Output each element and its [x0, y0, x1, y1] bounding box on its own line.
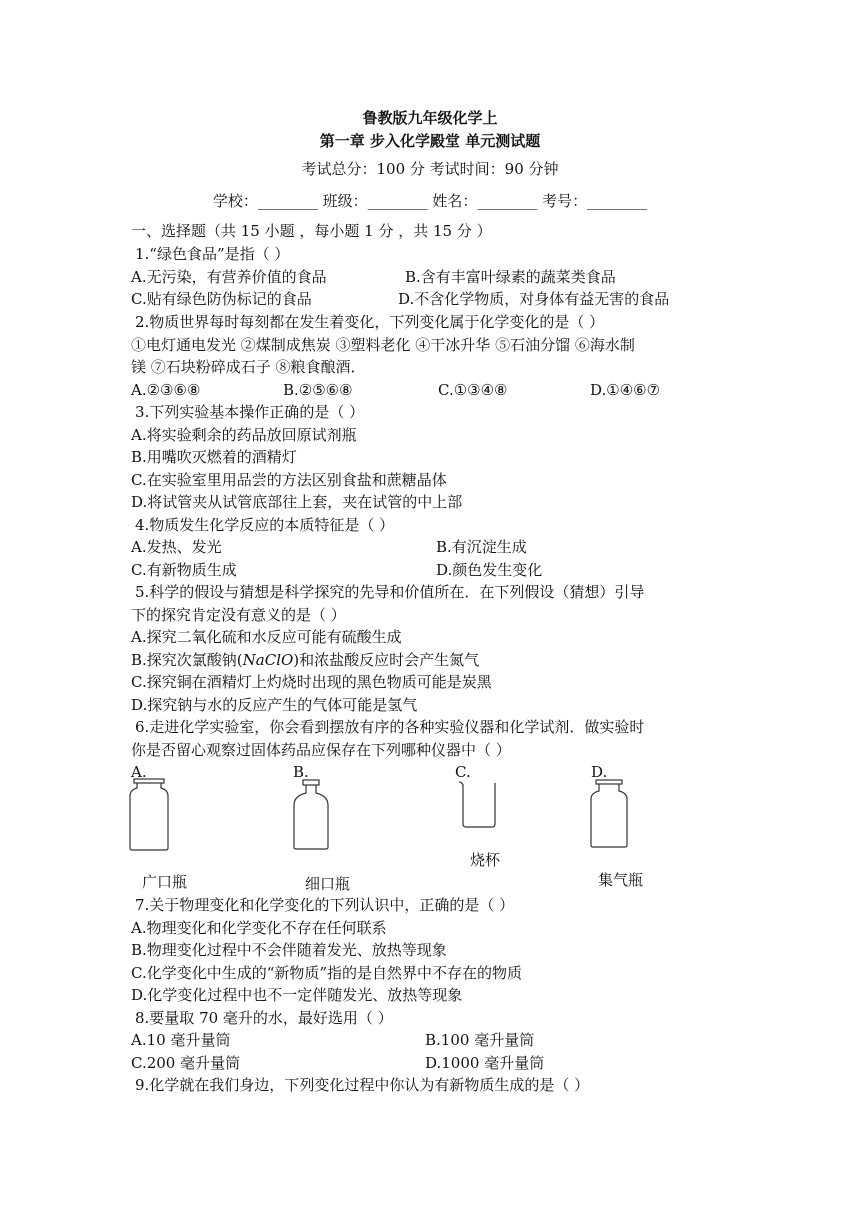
q2-option-b: B.②⑤⑥⑧ — [283, 381, 353, 399]
q8-stem: 8.要量取 70 毫升的水，最好选用（ ） — [135, 1009, 393, 1027]
q2-items-line1: ①电灯通电发光 ②煤制成焦炭 ③塑料老化 ④干冰升华 ⑤石油分馏 ⑥海水制 — [131, 336, 635, 354]
q8-option-b: B.100 毫升量筒 — [425, 1031, 535, 1049]
q1-option-d: D.不含化学物质，对身体有益无害的食品 — [398, 290, 670, 308]
q3-stem: 3.下列实验基本操作正确的是（ ） — [135, 403, 365, 421]
q1-stem: 1.“绿色食品”是指（ ） — [135, 245, 290, 263]
q1-option-a: A.无污染，有营养价值的食品 — [131, 268, 327, 286]
q3-option-c: C.在实验室里用品尝的方法区别食盐和蔗糖晶体 — [131, 471, 447, 489]
gas-collecting-bottle-icon — [588, 779, 630, 849]
doc-title: 鲁教版九年级化学上 — [362, 109, 498, 127]
wide-mouth-bottle-label: 广口瓶 — [142, 873, 188, 891]
q5-option-c: C.探究铜在酒精灯上灼烧时出现的黑色物质可能是炭黑 — [131, 673, 492, 691]
q4-option-c: C.有新物质生成 — [131, 561, 237, 579]
q5-stem-line1: 5.科学的假设与猜想是科学探究的先导和价值所在．在下列假设（猜想）引导 — [135, 583, 645, 601]
q9-stem: 9.化学就在我们身边，下列变化过程中你认为有新物质生成的是（ ） — [135, 1076, 590, 1094]
exam-info: 考试总分：100 分 考试时间：90 分钟 — [301, 160, 559, 178]
q4-stem: 4.物质发生化学反应的本质特征是（ ） — [135, 516, 395, 534]
q1-option-b: B.含有丰富叶绿素的蔬菜类食品 — [405, 268, 616, 286]
q2-option-a: A.②③⑥⑧ — [131, 381, 201, 399]
q5-option-b-pre: B.探究次氯酸钠( — [131, 651, 243, 669]
doc-subtitle: 第一章 步入化学殿堂 单元测试题 — [319, 132, 541, 150]
narrow-mouth-bottle-icon — [291, 779, 331, 851]
q2-stem: 2.物质世界每时每刻都在发生着变化，下列变化属于化学变化的是（ ） — [135, 313, 605, 331]
q5-option-d: D.探究钠与水的反应产生的气体可能是氢气 — [131, 696, 418, 714]
q6-stem-line2: 你是否留心观察过固体药品应保存在下列哪种仪器中（ ） — [131, 741, 511, 759]
q7-option-c: C.化学变化中生成的“新物质”指的是自然界中不存在的物质 — [131, 964, 523, 982]
q2-option-d: D.①④⑥⑦ — [590, 381, 661, 399]
q2-items-line2: 镁 ⑦石块粉碎成石子 ⑧粮食酿酒． — [131, 358, 366, 376]
q4-option-d: D.颜色发生变化 — [436, 561, 543, 579]
student-info: 学校：________ 班级：________ 姓名：________ 考号：________ — [212, 192, 648, 210]
q7-option-b: B.物理变化过程中不会伴随着发光、放热等现象 — [131, 941, 447, 959]
q7-option-d: D.化学变化过程中也不一定伴随发光、放热等现象 — [131, 986, 463, 1004]
q3-option-d: D.将试管夹从试管底部往上套，夹在试管的中上部 — [131, 493, 463, 511]
q6-option-d: D. — [591, 763, 608, 781]
beaker-label: 烧杯 — [470, 851, 501, 869]
q4-option-a: A.发热、发光 — [131, 538, 222, 556]
q6-option-b: B. — [293, 763, 309, 781]
q3-option-b: B.用嘴吹灭燃着的酒精灯 — [131, 448, 297, 466]
q8-option-d: D.1000 毫升量筒 — [425, 1054, 545, 1072]
formula-naclo: NaClO — [242, 651, 294, 669]
q2-option-c: C.①③④⑧ — [438, 381, 508, 399]
gas-bottle-label: 集气瓶 — [598, 871, 644, 889]
q7-option-a: A.物理变化和化学变化不存在任何联系 — [131, 919, 387, 937]
q5-option-b — [131, 649, 479, 671]
section-heading: 一、选择题（共 15 小题 ，每小题 1 分 ，共 15 分 ） — [131, 222, 492, 240]
q6-option-c: C. — [455, 763, 471, 781]
q6-option-a: A. — [131, 763, 147, 781]
narrow-mouth-bottle-label: 细口瓶 — [305, 875, 351, 893]
q5-option-b-post: )和浓盐酸反应时会产生氮气 — [293, 651, 480, 669]
q6-stem-line1: 6.走进化学实验室，你会看到摆放有序的各种实验仪器和化学试剂．做实验时 — [135, 718, 645, 736]
q5-option-a: A.探究二氧化硫和水反应可能有硫酸生成 — [131, 628, 402, 646]
q7-stem: 7.关于物理变化和化学变化的下列认识中，正确的是（ ） — [135, 896, 515, 914]
q4-option-b: B.有沉淀生成 — [436, 538, 527, 556]
wide-mouth-bottle-icon — [128, 778, 170, 852]
q3-option-a: A.将实验剩余的药品放回原试剂瓶 — [131, 426, 357, 444]
q1-option-c: C.贴有绿色防伪标记的食品 — [131, 290, 312, 308]
q8-option-a: A.10 毫升量筒 — [131, 1031, 231, 1049]
q8-option-c: C.200 毫升量筒 — [131, 1054, 241, 1072]
beaker-icon — [457, 780, 499, 830]
q5-stem-line2: 下的探究肯定没有意义的是（ ） — [131, 606, 346, 624]
